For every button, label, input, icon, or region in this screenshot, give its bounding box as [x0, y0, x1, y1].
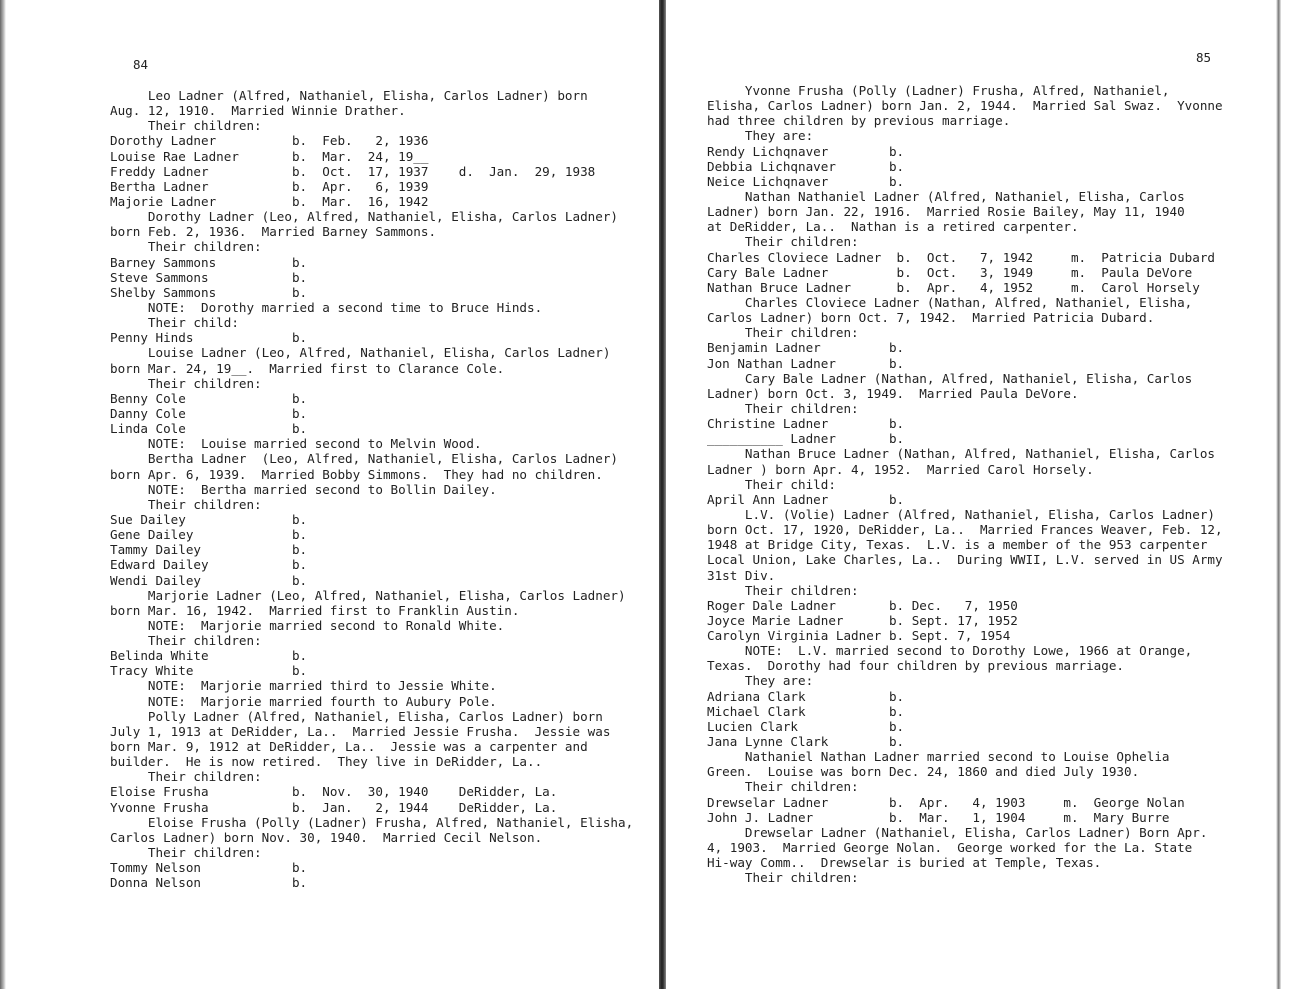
text-line: Ladner) born Jan. 22, 1916. Married Rosie Bailey, May 11, 1940: [707, 204, 1185, 220]
text-line: had three children by previous marriage.: [707, 113, 1011, 129]
text-line: Marjorie Ladner (Leo, Alfred, Nathaniel, Elisha, Carlos Ladner): [110, 587, 626, 603]
text-line: 1948 at Bridge City, Texas. L.V. is a member of the 953 carpenter: [707, 537, 1208, 553]
text-line: Barney Sammons b.: [110, 254, 308, 270]
text-line: NOTE: Marjorie married third to Jessie White.: [110, 678, 497, 694]
text-line: Polly Ladner (Alfred, Nathaniel, Elisha, Carlos Ladner) born: [110, 708, 603, 724]
text-line: Their children:: [110, 633, 262, 649]
page-number: 84: [133, 57, 149, 72]
text-line: Louise Rae Ladner b. Mar. 24, 19__: [110, 148, 429, 164]
text-line: Green. Louise was born Dec. 24, 1860 and died July 1930.: [707, 764, 1140, 780]
text-line: Bertha Ladner b. Apr. 6, 1939: [110, 178, 429, 194]
text-line: Lucien Clark b.: [707, 718, 905, 734]
text-line: Drewselar Ladner (Nathaniel, Elisha, Carlos Ladner) Born Apr.: [707, 824, 1208, 840]
text-line: born Mar. 9, 1912 at DeRidder, La.. Jessie was a carpenter and: [110, 739, 588, 755]
book-gutter: [659, 0, 666, 989]
text-line: NOTE: Marjorie married fourth to Aubury Pole.: [110, 693, 497, 709]
text-line: born Mar. 16, 1942. Married first to Franklin Austin.: [110, 602, 520, 618]
page-text: [110, 88, 633, 890]
text-line: Gene Dailey b.: [110, 527, 308, 543]
text-line: __________ Ladner b.: [707, 431, 905, 447]
text-line: Charles Cloviece Ladner (Nathan, Alfred, Nathaniel, Elisha,: [707, 294, 1193, 310]
text-line: at DeRidder, La.. Nathan is a retired carpenter.: [707, 219, 1079, 235]
text-line: Steve Sammons b.: [110, 269, 308, 285]
text-line: Eloise Frusha (Polly (Ladner) Frusha, Alfred, Nathaniel, Elisha,: [110, 814, 634, 830]
text-line: Leo Ladner (Alfred, Nathaniel, Elisha, Carlos Ladner) born: [110, 88, 588, 103]
text-line: Their child:: [707, 476, 836, 492]
text-line: NOTE: Louise married second to Melvin Wood.: [110, 436, 482, 452]
text-line: Rendy Lichqnaver b.: [707, 143, 905, 159]
text-line: Tommy Nelson b.: [110, 860, 308, 876]
text-line: Jana Lynne Clark b.: [707, 734, 905, 750]
text-line: Their children:: [707, 582, 859, 598]
text-line: Carolyn Virginia Ladner b. Sept. 7, 1954: [707, 628, 1011, 644]
text-line: Benny Cole b.: [110, 390, 308, 406]
text-line: Christine Ladner b.: [707, 416, 905, 432]
text-line: Their children:: [707, 325, 859, 341]
text-line: NOTE: Marjorie married second to Ronald White.: [110, 617, 505, 633]
text-line: Sue Dailey b.: [110, 511, 308, 527]
text-line: NOTE: L.V. married second to Dorothy Lowe, 1966 at Orange,: [707, 643, 1193, 659]
page-number: 85: [1196, 50, 1212, 65]
text-line: Donna Nelson b.: [110, 875, 308, 891]
text-line: Tammy Dailey b.: [110, 542, 308, 558]
text-line: Cary Bale Ladner (Nathan, Alfred, Nathaniel, Elisha, Carlos: [707, 370, 1193, 386]
text-line: Their children:: [110, 118, 262, 134]
text-line: Louise Ladner (Leo, Alfred, Nathaniel, Elisha, Carlos Ladner): [110, 345, 611, 361]
text-line: Joyce Marie Ladner b. Sept. 17, 1952: [707, 612, 1018, 628]
text-line: Nathaniel Nathan Ladner married second to Louise Ophelia: [707, 749, 1170, 765]
text-line: Aug. 12, 1910. Married Winnie Drather.: [110, 103, 406, 119]
text-line: They are:: [707, 128, 814, 144]
right-page: [666, 0, 1292, 989]
text-line: 31st Div.: [707, 567, 776, 583]
text-line: Tracy White b.: [110, 663, 308, 679]
text-line: Dorothy Ladner b. Feb. 2, 1936: [110, 133, 429, 149]
text-line: Their children:: [707, 779, 859, 795]
text-line: Wendi Dailey b.: [110, 572, 308, 588]
text-line: Jon Nathan Ladner b.: [707, 355, 905, 371]
text-line: Penny Hinds b.: [110, 330, 308, 346]
text-line: born Apr. 6, 1939. Married Bobby Simmons. They had no children.: [110, 466, 603, 482]
text-line: Their children:: [707, 234, 859, 250]
text-line: Linda Cole b.: [110, 421, 308, 437]
text-line: Debbia Lichqnaver b.: [707, 158, 905, 174]
text-line: Bertha Ladner (Leo, Alfred, Nathaniel, Elisha, Carlos Ladner): [110, 451, 618, 467]
text-line: Their children:: [707, 400, 859, 416]
text-line: Carlos Ladner) born Oct. 7, 1942. Married Patricia Dubard.: [707, 310, 1155, 326]
text-line: builder. He is now retired. They live in DeRidder, La..: [110, 754, 543, 770]
text-line: Their children:: [110, 375, 262, 391]
text-line: Elisha, Carlos Ladner) born Jan. 2, 1944. Married Sal Swaz. Yvonne: [707, 98, 1223, 114]
text-line: Cary Bale Ladner b. Oct. 3, 1949 m. Paula DeVore: [707, 264, 1193, 280]
text-line: Carlos Ladner) born Nov. 30, 1940. Married Cecil Nelson.: [110, 829, 543, 845]
text-line: L.V. (Volie) Ladner (Alfred, Nathaniel, Elisha, Carlos Ladner): [707, 506, 1215, 522]
page-text: [707, 83, 1223, 885]
text-line: Shelby Sammons b.: [110, 284, 308, 300]
text-line: Adriana Clark b.: [707, 688, 905, 704]
text-line: July 1, 1913 at DeRidder, La.. Married Jessie Frusha. Jessie was: [110, 723, 611, 739]
text-line: Local Union, Lake Charles, La.. During WWII, L.V. served in US Army: [707, 552, 1223, 568]
text-line: Belinda White b.: [110, 648, 308, 664]
text-line: Texas. Dorothy had four children by previous marriage.: [707, 658, 1125, 674]
text-line: Eloise Frusha b. Nov. 30, 1940 DeRidder, La.: [110, 784, 558, 800]
text-line: Their children:: [110, 496, 262, 512]
text-line: Charles Cloviece Ladner b. Oct. 7, 1942 m. Patricia Dubard: [707, 249, 1215, 265]
text-line: born Oct. 17, 1920, DeRidder, La.. Married Frances Weaver, Feb. 12,: [707, 522, 1223, 538]
text-line: Ladner ) born Apr. 4, 1952. Married Carol Horsely.: [707, 461, 1094, 477]
text-line: Benjamin Ladner b.: [707, 340, 905, 356]
text-line: Nathan Bruce Ladner b. Apr. 4, 1952 m. Carol Horsely: [707, 279, 1200, 295]
text-line: Majorie Ladner b. Mar. 16, 1942: [110, 193, 429, 209]
text-line: Neice Lichqnaver b.: [707, 173, 905, 189]
text-line: NOTE: Dorothy married a second time to Bruce Hinds.: [110, 299, 543, 315]
text-line: Michael Clark b.: [707, 703, 905, 719]
text-line: They are:: [707, 673, 814, 689]
page-edge-shadow-right: [1276, 0, 1281, 989]
text-line: Yvonne Frusha b. Jan. 2, 1944 DeRidder, La.: [110, 799, 558, 815]
text-line: 4, 1903. Married George Nolan. George worked for the La. State: [707, 840, 1193, 856]
text-line: Their children:: [110, 769, 262, 785]
text-line: April Ann Ladner b.: [707, 491, 905, 507]
text-line: Hi-way Comm.. Drewselar is buried at Temple, Texas.: [707, 855, 1102, 871]
text-line: Dorothy Ladner (Leo, Alfred, Nathaniel, Elisha, Carlos Ladner): [110, 209, 618, 225]
text-line: Freddy Ladner b. Oct. 17, 1937 d. Jan. 29, 1938: [110, 163, 596, 179]
text-line: NOTE: Bertha married second to Bollin Dailey.: [110, 481, 497, 497]
text-line: Their children:: [110, 845, 262, 861]
text-line: Their children:: [707, 870, 859, 886]
text-line: Nathan Bruce Ladner (Nathan, Alfred, Nathaniel, Elisha, Carlos: [707, 446, 1215, 462]
text-line: Their child:: [110, 315, 239, 331]
text-line: Yvonne Frusha (Polly (Ladner) Frusha, Alfred, Nathaniel,: [707, 83, 1170, 98]
text-line: John J. Ladner b. Mar. 1, 1904 m. Mary Burre: [707, 809, 1170, 825]
text-line: born Mar. 24, 19__. Married first to Clarance Cole.: [110, 360, 505, 376]
text-line: Roger Dale Ladner b. Dec. 7, 1950: [707, 597, 1018, 613]
text-line: Drewselar Ladner b. Apr. 4, 1903 m. George Nolan: [707, 794, 1185, 810]
text-line: Danny Cole b.: [110, 405, 308, 421]
text-line: Edward Dailey b.: [110, 557, 308, 573]
text-line: Ladner) born Oct. 3, 1949. Married Paula DeVore.: [707, 385, 1079, 401]
text-line: Nathan Nathaniel Ladner (Alfred, Nathaniel, Elisha, Carlos: [707, 188, 1185, 204]
text-line: Their children:: [110, 239, 262, 255]
text-line: born Feb. 2, 1936. Married Barney Sammons.: [110, 224, 437, 240]
